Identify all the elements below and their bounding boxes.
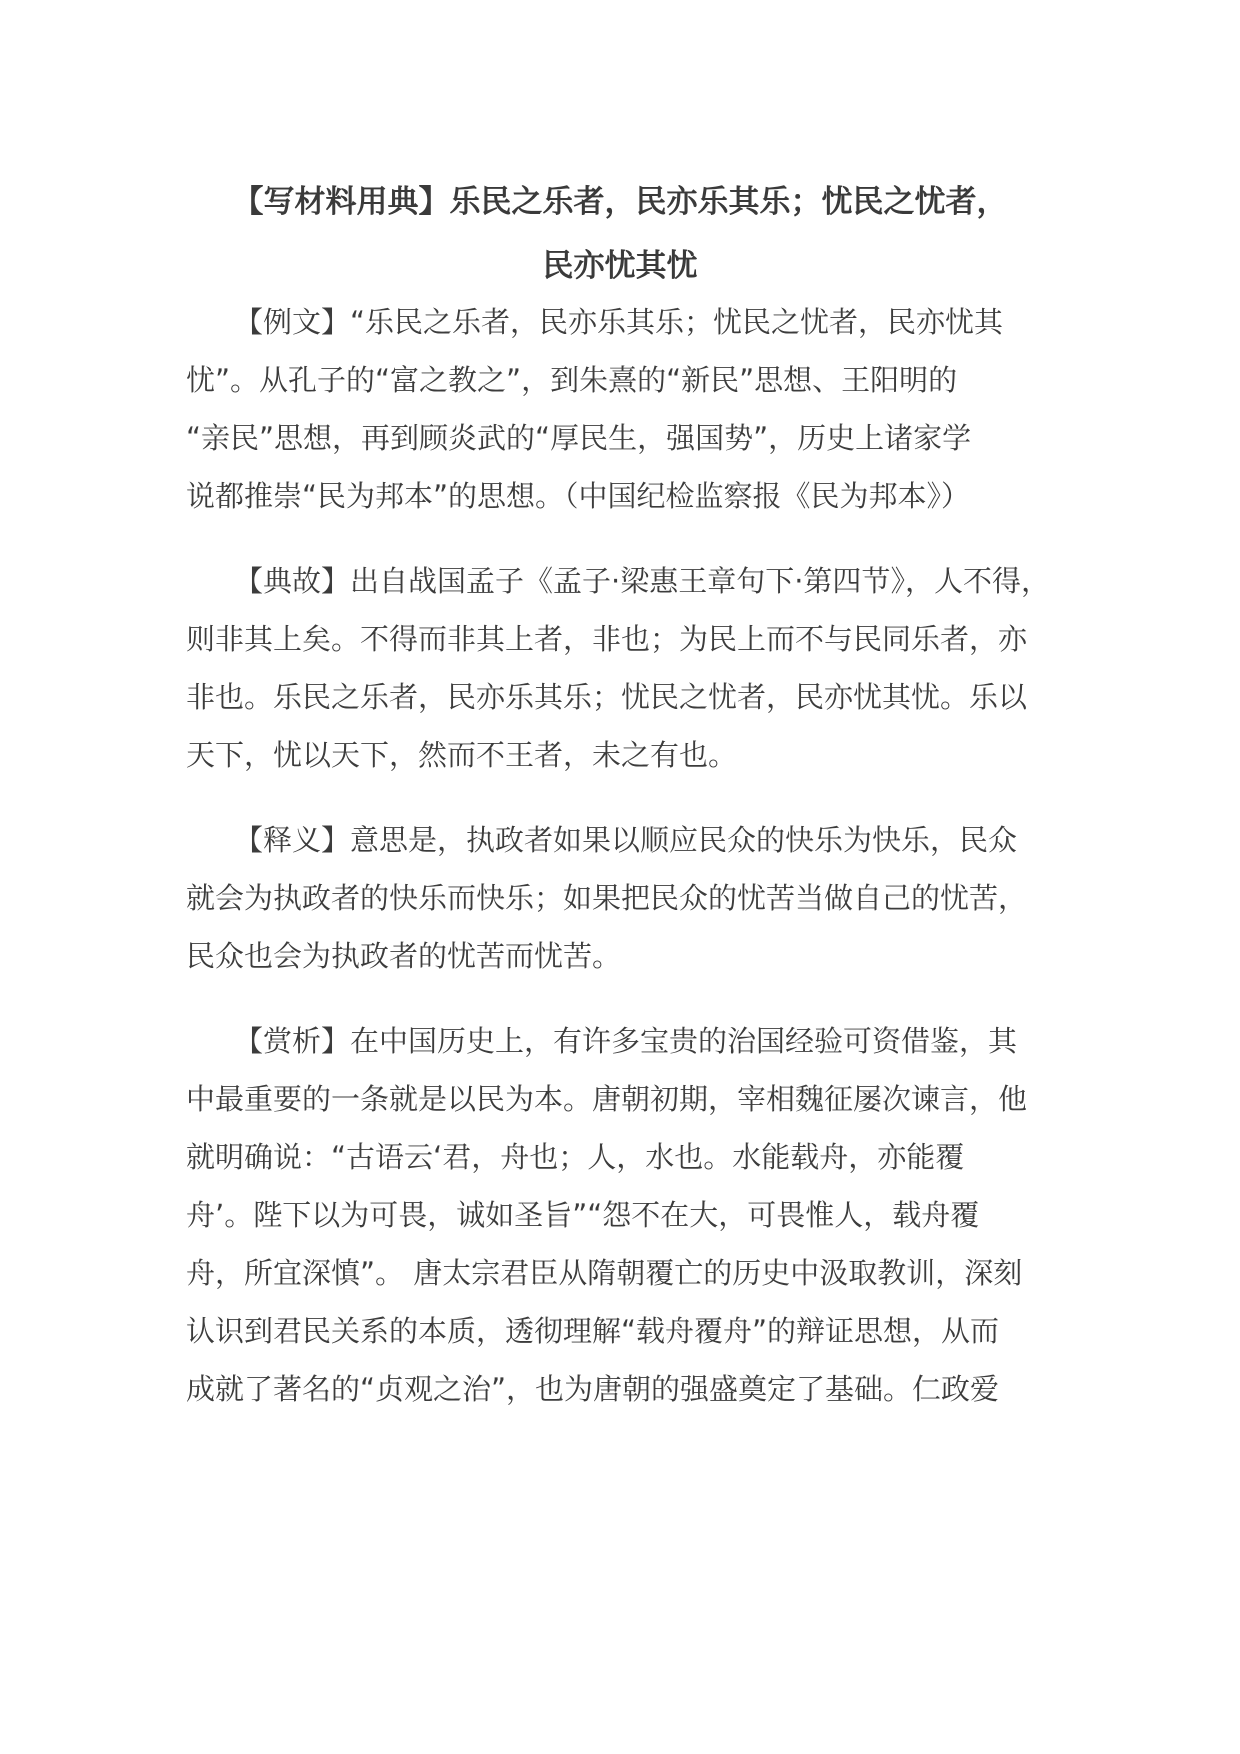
paragraph-4-line-3: 就明确说：“古语云‘君，舟也；人，水也。水能载舟，亦能覆 (186, 1140, 965, 1174)
paragraph-4-line-4: 舟’。陛下以为可畏，诚如圣旨”“怨不在大，可畏惟人，载舟覆 (186, 1198, 980, 1232)
paragraph-2-line-3: 非也。乐民之乐者，民亦乐其乐；忧民之忧者，民亦忧其忧。乐以 (186, 680, 1028, 714)
paragraph-1-line-1: 【例文】“乐民之乐者，民亦乐其乐；忧民之忧者，民亦忧其 (234, 305, 1004, 339)
paragraph-3-line-2: 就会为执政者的快乐而快乐；如果把民众的忧苦当做自己的忧苦， (186, 881, 1028, 915)
paragraph-3-line-1: 【释义】意思是，执政者如果以顺应民众的快乐为快乐，民众 (234, 823, 1018, 857)
paragraph-1-line-4: 说都推崇“民为邦本”的思想。（中国纪检监察报《民为邦本》） (186, 479, 971, 513)
paragraph-2-line-4: 天下，忧以天下，然而不王者，未之有也。 (186, 738, 738, 772)
paragraph-4-line-1: 【赏析】在中国历史上，有许多宝贵的治国经验可资借鉴，其 (234, 1024, 1018, 1058)
paragraph-1-line-3: “亲民”思想，再到顾炎武的“厚民生，强国势”，历史上诸家学 (186, 421, 972, 455)
paragraph-4-line-5: 舟，所宜深慎”。 唐太宗君臣从隋朝覆亡的历史中汲取教训，深刻 (186, 1256, 1023, 1290)
document-title-line-1: 【写材料用典】乐民之乐者，民亦乐其乐；忧民之忧者， (232, 184, 1008, 220)
paragraph-4-line-6: 认识到君民关系的本质，透彻理解“载舟覆舟”的辩证思想，从而 (186, 1314, 1000, 1348)
paragraph-4-line-2: 中最重要的一条就是以民为本。唐朝初期，宰相魏征屡次谏言，他 (186, 1082, 1028, 1116)
paragraph-4-line-7: 成就了著名的“贞观之治”，也为唐朝的强盛奠定了基础。仁政爱 (186, 1372, 1000, 1406)
paragraph-1-line-2: 忧”。从孔子的“富之教之”，到朱熹的“新民”思想、王阳明的 (186, 363, 958, 397)
document-title-line-2: 民亦忧其忧 (542, 248, 698, 284)
paragraph-2-line-2: 则非其上矣。不得而非其上者，非也；为民上而不与民同乐者，亦 (186, 622, 1028, 656)
paragraph-2-line-1: 【典故】出自战国孟子《孟子·梁惠王章句下·第四节》，人不得， (234, 564, 1050, 598)
paragraph-3-line-3: 民众也会为执政者的忧苦而忧苦。 (186, 939, 622, 973)
